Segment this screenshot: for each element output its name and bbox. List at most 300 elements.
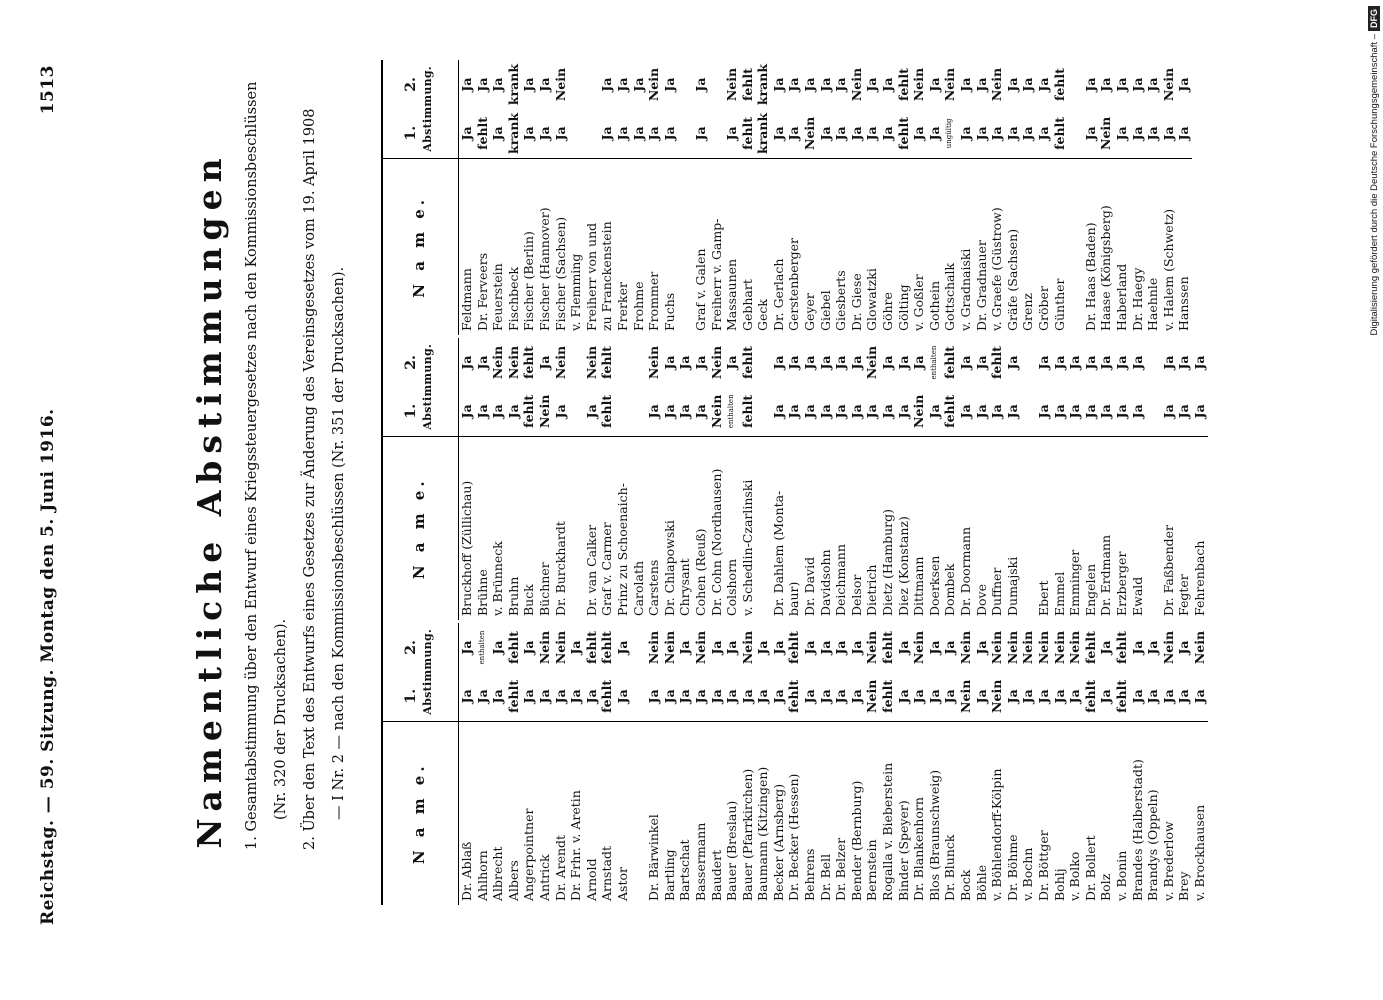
vote-2-value: Ja [1129, 355, 1145, 370]
vote-2-value: Nein [661, 630, 677, 665]
vote-1-value: Ja [1082, 404, 1098, 419]
vote-1-value: Ja [989, 404, 1005, 419]
vote-2-value: Ja [692, 77, 708, 92]
table-row [1145, 623, 1161, 905]
table-row [1020, 338, 1036, 620]
table-row [646, 623, 662, 905]
table-row [927, 623, 943, 905]
vote-2-value: Nein [505, 345, 521, 380]
table-row [1036, 60, 1052, 335]
table-row [911, 338, 927, 620]
column-header-name [382, 721, 459, 905]
vote-2-value: Ja [677, 640, 693, 655]
vote-1-value: Ja [1145, 126, 1161, 141]
table-row [1114, 60, 1130, 335]
vote-1-value: Ja [1113, 126, 1129, 141]
table-row [537, 60, 553, 335]
vote-2-value: Nein [692, 630, 708, 665]
table-row [677, 60, 693, 335]
member-name [755, 436, 771, 620]
member-name [1067, 158, 1083, 335]
member-name: Dr. Dahlem (Monta- [771, 436, 787, 620]
vote-2-value: Ja [1035, 355, 1051, 370]
table-row [1005, 60, 1021, 335]
vote-2-value: Nein [583, 345, 599, 380]
vote-2-value [1145, 338, 1161, 387]
vote-2-value: fehlt [599, 346, 615, 380]
vote-1-value: Nein [1098, 116, 1114, 150]
vote-1-value: Ja [942, 689, 958, 704]
vote-1-value: fehlt [1082, 679, 1098, 713]
member-name: v. Bolko [1067, 721, 1083, 905]
table-row [755, 623, 771, 905]
table-row [1114, 338, 1130, 620]
member-name: Antrick [537, 721, 553, 905]
table-row [1067, 60, 1083, 335]
vote-2-value: Ja [848, 355, 864, 370]
member-name: Bruckhoff (Züllichau) [459, 436, 475, 620]
vote-1-value: Ja [1160, 689, 1176, 704]
member-name: v. Gradnaiski [958, 158, 974, 335]
member-name: Dr. Blunck [942, 721, 958, 905]
table-row [958, 60, 974, 335]
vote-1-value: Ja [646, 689, 662, 704]
table-row [1098, 623, 1114, 905]
member-name: Dr. Gerlach [771, 158, 787, 335]
vote-2-value: Nein [911, 630, 927, 665]
table-row [927, 60, 943, 335]
vote-2-value: Ja [817, 640, 833, 655]
vote-2-value: fehlt [942, 346, 958, 380]
member-name: Ebert [1036, 436, 1052, 620]
vote-1-value: Ja [973, 689, 989, 704]
vote-2-value: Ja [1176, 640, 1192, 655]
member-name: baur) [786, 436, 802, 620]
vote-1-value: Ja [724, 126, 740, 141]
vote-2-value [755, 338, 771, 387]
member-name: Duffner [989, 436, 1005, 620]
vote-1-value [1020, 387, 1036, 436]
vote-1-value: Ja [1004, 689, 1020, 704]
vote-2-value: fehlt [989, 346, 1005, 380]
member-name: Arnold [584, 721, 600, 905]
table-row [1176, 623, 1192, 905]
vote-2-value: Ja [895, 355, 911, 370]
vote-2-value: fehlt [521, 346, 537, 380]
intro-item-1-line-2: (Nr. 320 der Drucksachen). [273, 618, 289, 820]
vote-2-value: fehlt [599, 631, 615, 665]
vote-2-value [677, 60, 693, 109]
vote-1-value: Ja [536, 126, 552, 141]
vote-1-value: fehlt [521, 394, 537, 428]
member-name: Bender (Bernburg) [849, 721, 865, 905]
member-name: Geck [755, 158, 771, 335]
vote-2-value: Ja [474, 355, 490, 370]
member-name: Emmel [1052, 436, 1068, 620]
member-name: Fuchs [662, 158, 678, 335]
member-name: Gebhart [740, 158, 756, 335]
table-row [584, 60, 600, 335]
vote-1-value: Nein [989, 679, 1005, 713]
member-name: Dittmann [911, 436, 927, 620]
table-row [599, 338, 615, 620]
member-name: Blos (Braunschweig) [927, 721, 943, 905]
table-row [631, 338, 647, 620]
table-row [1020, 60, 1036, 335]
member-name: Graf v. Galen [693, 158, 709, 335]
vote-1-value: Ja [786, 126, 802, 141]
vote-2-value: Nein [1160, 630, 1176, 665]
table-row [459, 338, 475, 620]
vote-1-value: Ja [459, 404, 474, 419]
vote-2-value: Ja [755, 640, 771, 655]
vote-2-value: Ja [958, 355, 973, 370]
table-row [568, 338, 584, 620]
table-row [849, 60, 865, 335]
member-name: Angerpointner [521, 721, 537, 905]
vote-2-value: Nein [1160, 67, 1176, 102]
table-row [740, 60, 756, 335]
vote-2-value: Ja [1098, 355, 1114, 370]
vote-1-value [584, 109, 600, 158]
member-name: Arnstadt [599, 721, 615, 905]
member-name [677, 158, 693, 335]
table-row [771, 60, 787, 335]
member-name: Bartschat [677, 721, 693, 905]
vote-1-value [1067, 109, 1083, 158]
vote-1-value: Ja [1145, 689, 1161, 704]
vote-1-value: Ja [724, 689, 740, 704]
vote-1-value: fehlt [880, 679, 896, 713]
member-name: Astor [615, 721, 631, 905]
member-name: Freiherr von und [584, 158, 600, 335]
vote-1-value: Ja [661, 404, 677, 419]
intro-item-2 [296, 0, 354, 850]
table-row [709, 623, 725, 905]
intro-item-1-line-1: 1. Gesamtabstimmung über den Entwurf eines Kriegssteuergesetzes nach den Kommissionsbeschlüssen [244, 81, 260, 850]
member-name: Dr. Gradnauer [974, 158, 990, 335]
member-name: v. Bochn [1020, 721, 1036, 905]
vote-2-value [568, 60, 584, 109]
member-name: Erzberger [1114, 436, 1130, 620]
table-row [709, 60, 725, 335]
table-row [1176, 338, 1192, 620]
vote-2-value: Ja [724, 355, 740, 370]
column-header-votes [382, 338, 459, 436]
vote-2-value: krank [755, 64, 771, 106]
vote-1-value: Ja [1082, 126, 1098, 141]
vote-1-value: Ja [895, 404, 911, 419]
member-name: Dietz (Hamburg) [880, 436, 896, 620]
vote-2-value: Ja [521, 640, 537, 655]
vote-2-number: 2. [403, 77, 420, 92]
member-name: Frerker [615, 158, 631, 335]
table-row [646, 60, 662, 335]
vote-2-value: Nein [1191, 630, 1207, 665]
member-name: Frohme [631, 158, 647, 335]
vote-2-value: Ja [630, 77, 646, 92]
vote-1-value [568, 387, 584, 436]
vote-1-value: Ja [864, 404, 880, 419]
table-row [631, 623, 647, 905]
vote-2-value: Nein [1020, 630, 1036, 665]
vote-1-value: Nein [958, 679, 973, 713]
column-header-name-label: N a m e. [410, 762, 429, 865]
member-name: Fischbeck [506, 158, 522, 335]
member-name: Dumajski [1005, 436, 1021, 620]
vote-2-value: Ja [1113, 355, 1129, 370]
table-row [599, 623, 615, 905]
member-name: Brey [1176, 721, 1192, 905]
vote-1-value: Ja [459, 689, 474, 704]
table-row [896, 60, 912, 335]
member-name: Bruhn [506, 436, 522, 620]
vote-1-value: Ja [1067, 689, 1083, 704]
vote-2-value: Ja [724, 640, 740, 655]
member-name: v. Halem (Schwetz) [1161, 158, 1177, 335]
vote-2-value: Ja [459, 77, 474, 92]
vote-2-value: Nein [864, 345, 880, 380]
member-name: Gölting [896, 158, 912, 335]
member-name: Behrens [802, 721, 818, 905]
vote-2-value: Ja [1176, 77, 1192, 92]
vote-1-value: Ja [1020, 126, 1036, 141]
vote-1-value [568, 109, 584, 158]
member-name: Bassermann [693, 721, 709, 905]
vote-1-value: Ja [614, 689, 630, 704]
table-row [1083, 623, 1099, 905]
table-row [989, 60, 1005, 335]
member-name: Giebel [818, 158, 834, 335]
vote-2-value: Ja [1020, 77, 1036, 92]
vote-2-value: Nein [536, 630, 552, 665]
vote-2-value [615, 338, 631, 387]
member-name: Dombek [942, 436, 958, 620]
table-row [849, 338, 865, 620]
table-row [475, 60, 491, 335]
table-row [1067, 338, 1083, 620]
table-row [1052, 338, 1068, 620]
vote-1-value: Ja [848, 126, 864, 141]
table-row [553, 338, 569, 620]
member-name: Cohen (Reuß) [693, 436, 709, 620]
vote-1-value: Ja [459, 126, 474, 141]
vote-1-value: Ja [911, 126, 927, 141]
vote-1-value: Ja [1129, 126, 1145, 141]
member-name: Haehnle [1145, 158, 1161, 335]
vote-1-value: Ja [989, 126, 1005, 141]
vote-2-value: Ja [1004, 77, 1020, 92]
vote-2-value: Ja [521, 77, 537, 92]
vote-1-value: Ja [490, 126, 506, 141]
table-row [864, 60, 880, 335]
dfg-logo: DFG [1368, 6, 1380, 31]
vote-2-value: Ja [661, 77, 677, 92]
table-row [693, 60, 709, 335]
member-name: Brandys (Oppeln) [1145, 721, 1161, 905]
vote-2-value: Nein [646, 67, 662, 102]
member-name: Dr. Doormann [958, 436, 974, 620]
table-row [880, 338, 896, 620]
vote-1-value: Ja [1098, 689, 1114, 704]
table-row [646, 338, 662, 620]
vote-1-value: Ja [692, 404, 708, 419]
vote-2-value: Ja [1051, 355, 1067, 370]
vote-2-value: Ja [817, 77, 833, 92]
member-name: Fischer (Hannover) [537, 158, 553, 335]
vote-table-1 [382, 623, 1208, 905]
vote-1-value: Nein [864, 679, 880, 713]
member-name [568, 436, 584, 620]
column-header-votes [382, 623, 459, 721]
member-name: Chrysant [677, 436, 693, 620]
vote-2-value: Ja [802, 640, 818, 655]
vote-2-value: Nein [552, 630, 568, 665]
vote-2-value: Nein [552, 345, 568, 380]
member-name: Carolath [631, 436, 647, 620]
member-name: Feldmann [459, 158, 475, 335]
vote-2-value: Nein [708, 345, 724, 380]
vote-1-value: fehlt [599, 679, 615, 713]
vote-1-value: Ja [661, 689, 677, 704]
vote-2-value: Ja [880, 355, 896, 370]
vote-1-value: Ja [848, 689, 864, 704]
vote-1-value: Ja [1129, 689, 1145, 704]
table-row [490, 338, 506, 620]
vote-2-value: Ja [1145, 640, 1161, 655]
table-row [740, 623, 756, 905]
vote-2-value: Ja [1129, 640, 1145, 655]
table-row [537, 338, 553, 620]
member-name: Grenz [1020, 158, 1036, 335]
table-row [818, 338, 834, 620]
vote-1-value: Ja [630, 126, 646, 141]
vote-2-value: Nein [552, 67, 568, 102]
vote-2-number: 2. [403, 355, 420, 370]
header-page-number: 1513 [38, 65, 58, 115]
vote-1-value: enthalten [727, 394, 736, 429]
member-name: v. Goßler [911, 158, 927, 335]
table-row [771, 338, 787, 620]
vote-1-value: Ja [1035, 404, 1051, 419]
vote-2-value: fehlt [583, 631, 599, 665]
member-name: Gerstenberger [786, 158, 802, 335]
table-row [896, 338, 912, 620]
member-name: Dr. Becker (Hessen) [786, 721, 802, 905]
vote-2-value: Nein [646, 630, 662, 665]
vote-2-value: Ja [926, 77, 942, 92]
member-name: Fischer (Sachsen) [553, 158, 569, 335]
vote-1-value: Ja [911, 689, 927, 704]
vote-2-value: Nein [911, 67, 927, 102]
vote-2-value: Ja [973, 355, 989, 370]
vote-1-value [615, 387, 631, 436]
vote-2-value: Ja [973, 77, 989, 92]
vote-2-value: Ja [833, 640, 849, 655]
vote-1-value: fehlt [505, 679, 521, 713]
vote-2-value: Ja [817, 355, 833, 370]
vote-1-value [677, 109, 693, 158]
table-row [849, 623, 865, 905]
table-row [693, 338, 709, 620]
table-row [459, 623, 475, 905]
vote-1-value: fehlt [599, 394, 615, 428]
table-row [958, 623, 974, 905]
member-name: Doerksen [927, 436, 943, 620]
table-row [1192, 623, 1208, 905]
member-name: Gothein [927, 158, 943, 335]
vote-1-value: Ja [552, 404, 568, 419]
table-row [911, 623, 927, 905]
table-row [537, 623, 553, 905]
vote-2-value: Ja [568, 640, 584, 655]
table-row [1036, 338, 1052, 620]
member-name: Dr. Cohn (Nordhausen) [709, 436, 725, 620]
member-name: Böhle [974, 721, 990, 905]
member-name [631, 721, 647, 905]
vote-2-value: fehlt [739, 68, 755, 102]
vote-2-value: Ja [1113, 77, 1129, 92]
member-name: Dr. Belzer [833, 721, 849, 905]
vote-1-value: Ja [552, 689, 568, 704]
member-name: Brandes (Halberstadt) [1130, 721, 1146, 905]
member-name: Bauer (Pfarrkirchen) [740, 721, 756, 905]
vote-1-value: Ja [1035, 689, 1051, 704]
vote-1-value: Ja [1160, 404, 1176, 419]
vote-1-value: Ja [817, 404, 833, 419]
vote-2-value: Ja [490, 77, 506, 92]
member-name [1020, 436, 1036, 620]
table-row [584, 623, 600, 905]
vote-1-value: Ja [739, 689, 755, 704]
member-name: Massaunen [724, 158, 740, 335]
vote-2-value: Ja [1035, 77, 1051, 92]
vote-1-value: Ja [614, 126, 630, 141]
vote-2-value [631, 623, 647, 672]
table-row [1005, 338, 1021, 620]
table-row [724, 623, 740, 905]
vote-1-value: Ja [552, 126, 568, 141]
vote-2-value: Ja [926, 640, 942, 655]
table-row [864, 623, 880, 905]
vote-2-number: 2. [403, 640, 420, 655]
vote-1-value: Ja [1191, 689, 1207, 704]
vote-2-value: fehlt [895, 68, 911, 102]
vote-2-value: Ja [770, 355, 786, 370]
vote-1-value: Ja [926, 689, 942, 704]
member-name: Dr. Burckhardt [553, 436, 569, 620]
vote-1-value: Ja [692, 126, 708, 141]
column-header-name-label: N a m e. [410, 477, 429, 580]
table-row [974, 60, 990, 335]
vote-2-value: Nein [989, 630, 1005, 665]
table-row [521, 338, 537, 620]
vote-2-value: fehlt [1113, 631, 1129, 665]
vote-1-value: fehlt [474, 116, 490, 150]
member-name: Dr. Haegy [1130, 158, 1146, 335]
vote-1-value: Ja [833, 404, 849, 419]
table-row [1176, 60, 1192, 335]
vote-2-value: fehlt [1082, 631, 1098, 665]
vote-1-value: Ja [833, 126, 849, 141]
vote-2-value: Nein [1067, 630, 1083, 665]
vote-1-value: Ja [926, 404, 942, 419]
vote-1-value: ungültig [945, 118, 954, 149]
member-name: Dr. Haas (Baden) [1083, 158, 1099, 335]
table-row [974, 338, 990, 620]
vote-1-value: fehlt [942, 394, 958, 428]
vote-1-value: Ja [1176, 689, 1192, 704]
